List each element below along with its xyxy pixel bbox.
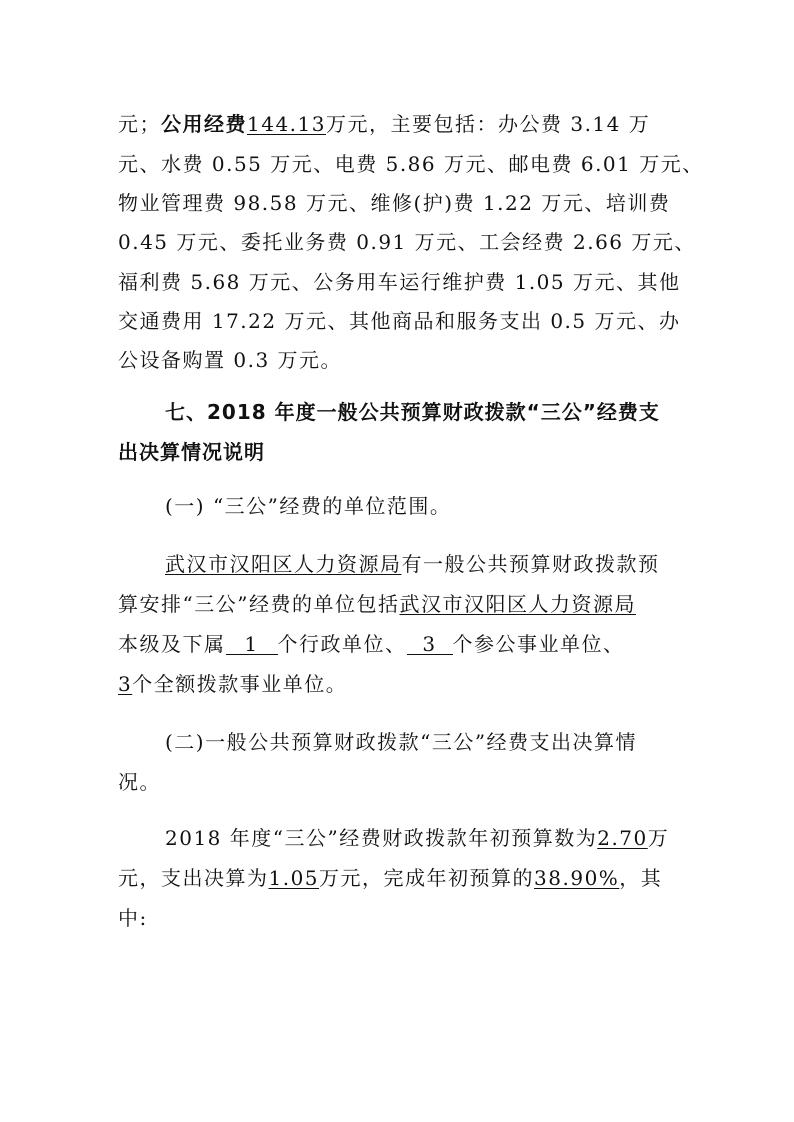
section-heading-line-1: 七、2018 年度一般公共预算财政拨款“三公”经费支 <box>165 400 660 424</box>
paragraph-scope-line-2: 算安排“三公”经费的单位包括武汉市汉阳区人力资源局 <box>118 592 636 616</box>
organization-name: 武汉市汉阳区人力资源局 <box>399 592 636 616</box>
actual-expenditure-amount: 1.05 <box>268 866 320 890</box>
civil-service-unit-count: 3 <box>407 634 453 655</box>
paragraph-expense-line-7: 公设备购置 0.3 万元。 <box>118 348 343 372</box>
paragraph-budget-line-3: 中: <box>118 906 148 930</box>
public-expense-amount: 144.13 <box>247 112 326 136</box>
section-heading-line-2: 出决算情况说明 <box>118 440 265 464</box>
paragraph-scope-line-3: 本级及下属 1 个行政单位、 3 个参公事业单位、 <box>118 632 625 656</box>
subheading-expenditure-line-1: (二)一般公共预算财政拨款“三公”经费支出决算情 <box>165 730 638 754</box>
paragraph-expense-line-5: 福利费 5.68 万元、公务用车运行维护费 1.05 万元、其他 <box>118 270 681 294</box>
paragraph-expense-line-6: 交通费用 17.22 万元、其他商品和服务支出 0.5 万元、办 <box>118 309 681 333</box>
paragraph-expense-line-4: 0.45 万元、委托业务费 0.91 万元、工会经费 2.66 万元、 <box>118 230 696 254</box>
subheading-expenditure-line-2: 况。 <box>118 770 161 794</box>
admin-unit-count: 1 <box>226 634 278 655</box>
full-funding-unit-count: 3 <box>118 672 133 696</box>
paragraph-scope-line-4: 3个全额拨款事业单位。 <box>118 672 348 696</box>
subheading-unit-scope: (一) “三公”经费的单位范围。 <box>165 494 452 518</box>
completion-rate: 38.90% <box>534 866 620 890</box>
initial-budget-amount: 2.70 <box>597 826 648 850</box>
organization-name: 武汉市汉阳区人力资源局 <box>165 552 402 576</box>
paragraph-expense-line-2: 元、水费 0.55 万元、电费 5.86 万元、邮电费 6.01 万元、 <box>118 152 704 176</box>
paragraph-budget-line-2: 元，支出决算为1.05万元，完成年初预算的38.90%，其 <box>118 866 663 890</box>
paragraph-budget-line-1: 2018 年度“三公”经费财政拨款年初预算数为2.70万 <box>165 826 670 850</box>
paragraph-scope-line-1: 武汉市汉阳区人力资源局有一般公共预算财政拨款预 <box>165 552 660 576</box>
paragraph-expense-line-3: 物业管理费 98.58 万元、维修(护)费 1.22 万元、培训费 <box>118 191 671 215</box>
paragraph-expense-line-1: 元；公用经费144.13万元，主要包括：办公费 3.14 万 <box>118 112 651 136</box>
public-expense-label: 公用经费 <box>161 112 247 136</box>
